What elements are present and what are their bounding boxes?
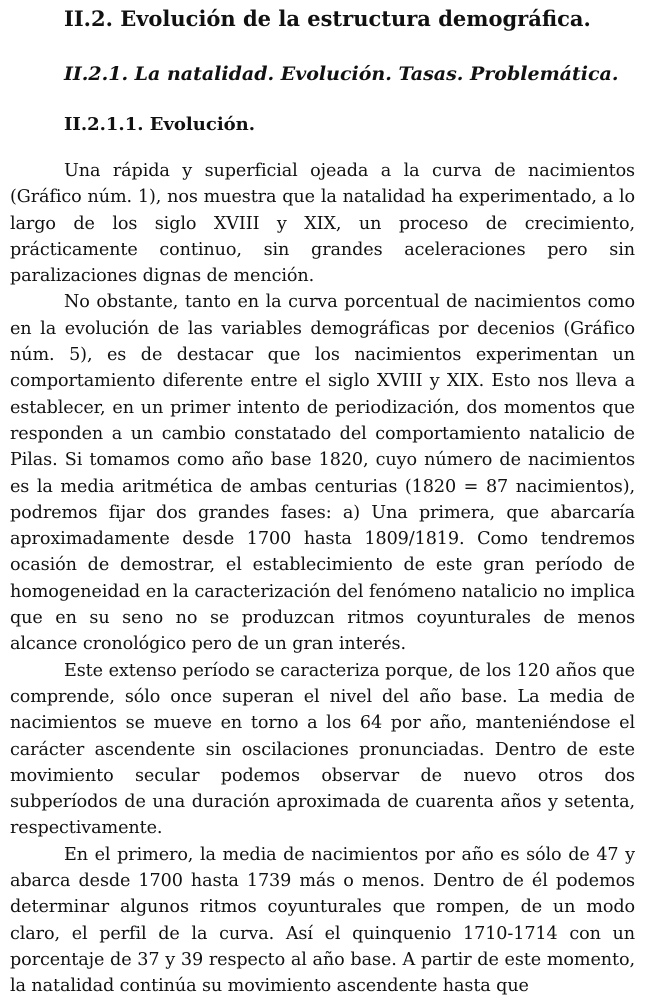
body-text: [10, 158, 635, 1000]
paragraph-1: Una rápida y superficial ojeada a la curva de nacimientos (Gráfico núm. 1), nos muestra que la natalidad ha experimentado, a lo largo de los siglo XVIII y XIX, un proceso de crecimiento, prácticamente continuo, sin grandes aceleraciones pero sin paralizaciones dignas de mención.: [10, 161, 635, 287]
section-heading: II.2. Evolución de la estructura demográfica.: [64, 6, 591, 31]
paragraph-4: En el primero, la media de nacimientos por año es sólo de 47 y abarca desde 1700 hasta 1739 más o menos. Dentro de él podemos determinar algunos ritmos coyunturales que rompen, de un modo claro, el perfil de la curva. Así el quinquenio 1710-1714 con un porcentaje de 37 y 39 respecto al año base. A partir de este momento, la natalidad continúa su movimiento ascendente hasta que: [10, 844, 635, 997]
subsubsection-heading: II.2.1.1. Evolución.: [64, 114, 256, 135]
subsection-heading: II.2.1. La natalidad. Evolución. Tasas. Problemática.: [64, 63, 619, 85]
paragraph-2: No obstante, tanto en la curva porcentual de nacimientos como en la evolución de las variables demográficas por decenios (Gráfico núm. 5), es de destacar que los nacimientos experimentan un comportamiento diferente entre el siglo XVIII y XIX. Esto nos lleva a establecer, en un primer intento de periodización, dos momentos que responden a un cambio constatado del comportamiento natalicio de Pilas. Si tomamos como año base 1820, cuyo número de nacimientos es la media aritmética de ambas centurias (1820 = 87 nacimientos), podremos fijar dos grandes fases: a) Una primera, que abarcaría aproximadamente desde 1700 hasta 1809/1819. Como tendremos ocasión de demostrar, el establecimiento de este gran período de homogeneidad en la caracterización del fenómeno natalicio no implica que en su seno no se produzcan ritmos coyunturales de menos alcance cronológico pero de un gran interés.: [10, 292, 635, 655]
paragraph-3: Este extenso período se caracteriza porque, de los 120 años que comprende, sólo once superan el nivel del año base. La media de nacimientos se mueve en torno a los 64 por año, manteniéndose el carácter ascendente sin oscilaciones pronunciadas. Dentro de este movimiento secular podemos observar de nuevo otros dos subperíodos de una duración aproximada de cuarenta años y setenta, respectivamente.: [10, 660, 635, 839]
